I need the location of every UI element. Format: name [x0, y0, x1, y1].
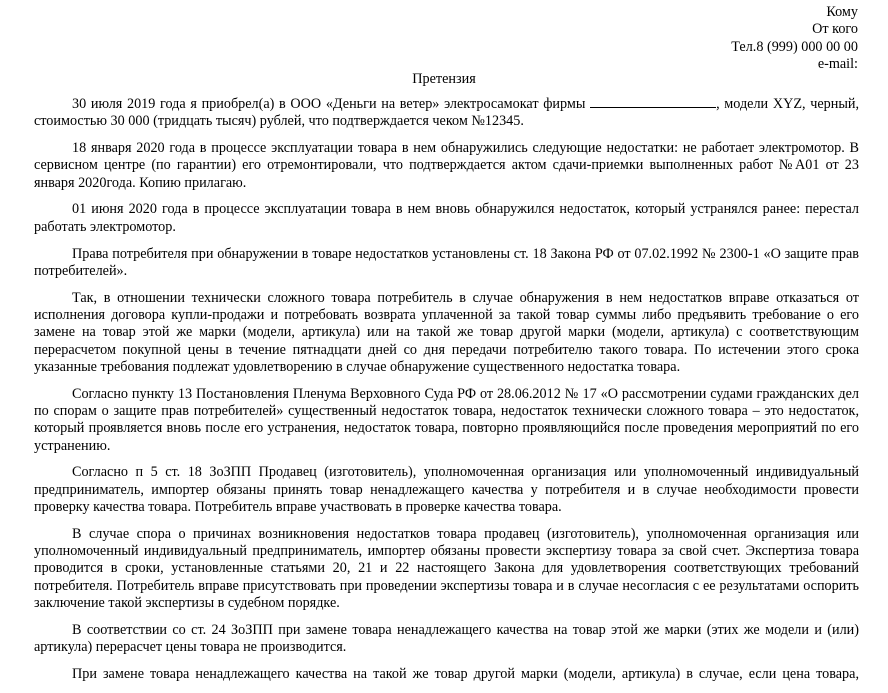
document-title: Претензия [412, 71, 476, 87]
document-body [34, 96, 859, 693]
paragraph-plenum-ruling: Согласно пункту 13 Постановления Пленума Верховного Суда РФ от 28.06.2012 № 17 «О рассмотрении судами гражданских дел по спорам о защите прав потребителей» существенный недостаток товара, недостаток технически сложного товара – это недостаток, который проявляется вновь после его устранения, недостаток товара, повторно проявляющийся после проведения мероприятий по его устранению. [34, 385, 859, 454]
paragraph-quality-check: Согласно п 5 ст. 18 ЗоЗПП Продавец (изготовитель), уполномоченная организация или уполномоченный индивидуальный предприниматель, импортер обязаны принять товар ненадлежащего качества у потребителя и в случае необходимости провести проверку качества товара. Потребитель вправе участвовать в проверке качества товара. [34, 464, 859, 515]
paragraph-repeat-defect: 01 июня 2020 года в процессе эксплуатации товара в нем вновь обнаружился недостаток, который устранялся ранее: перестал работать электромотор. [34, 201, 859, 235]
paragraph-complex-goods: Так, в отношении технически сложного товара потребитель в случае обнаружения в нем недостатков вправе отказаться от исполнения договора купли-продажи и потребовать возврата уплаченной за такой товар суммы либо предъявить требование о его замене на товар этой же марки (модели, артикула) или на такой же товар другой марки (модели, артикула) с соответствующим перерасчетом покупной цены в течение пятнадцати дней со дня передачи потребителю такого товара. По истечении этого срока указанные требования подлежат удовлетворению в случае обнаружение существенного недостатка товара. [34, 289, 859, 375]
email-line: e-mail: [817, 55, 858, 72]
brand-blank-field [590, 96, 716, 108]
paragraph-expertise: В случае спора о причинах возникновения недостатков товара продавец (изготовитель), уполномоченная организация или уполномоченный индивидуальный предприниматель, импортер обязаны провести экспертизу товара за свой счет. Экспертиза товара проводится в сроки, установленные статьями 20, 21 и 22 настоящего Закона для удовлетворения соответствующих требований потребителя. Потребитель вправе присутствовать при проведении экспертизы товара и в случае несогласия с ее результатами оспорить заключение такой экспертизы в судебном порядке. [34, 525, 859, 611]
recipient-sender-block [731, 4, 858, 73]
paragraph-same-brand-replacement: В соответствии со ст. 24 ЗоЗПП при замене товара ненадлежащего качества на товар этой же марки (этих же модели и (или) артикула) перерасчет цены товара не производится. [34, 621, 859, 656]
purchase-text-start: 30 июля 2019 года я приобрел(а) в ООО «Деньги на ветер» электросамокат фирмы [72, 96, 591, 112]
phone-line: Тел.8 (999) 000 00 00 [731, 38, 858, 55]
purchase-text-end: , модели XYZ, черный, стоимостью 30 000 (тридцать тысяч) рублей, что подтверждается чеком №12345. [34, 96, 859, 130]
recipient-line: Кому [826, 4, 858, 20]
sender-line: От кого [812, 21, 858, 38]
paragraph-consumer-rights: Права потребителя при обнаружении в товаре недостатков установлены ст. 18 Закона РФ от 07.02.1992 № 2300-1 «О защите прав потребителей». [34, 245, 859, 279]
paragraph-purchase [34, 96, 859, 131]
paragraph-first-defect: 18 января 2020 года в процессе эксплуатации товара в нем обнаружились следующие недостатки: не работает электромотор. В сервисном центре (по гарантии) его отремонтировали, что подтверждается актом сдачи-приемки выполненных работ №А01 от 23 января 2020года. Копию прилагаю. [34, 140, 859, 191]
paragraph-other-brand-replacement: При замене товара ненадлежащего качества на такой же товар другой марки (модели, артикула) в случае, если цена товара, [72, 665, 859, 682]
